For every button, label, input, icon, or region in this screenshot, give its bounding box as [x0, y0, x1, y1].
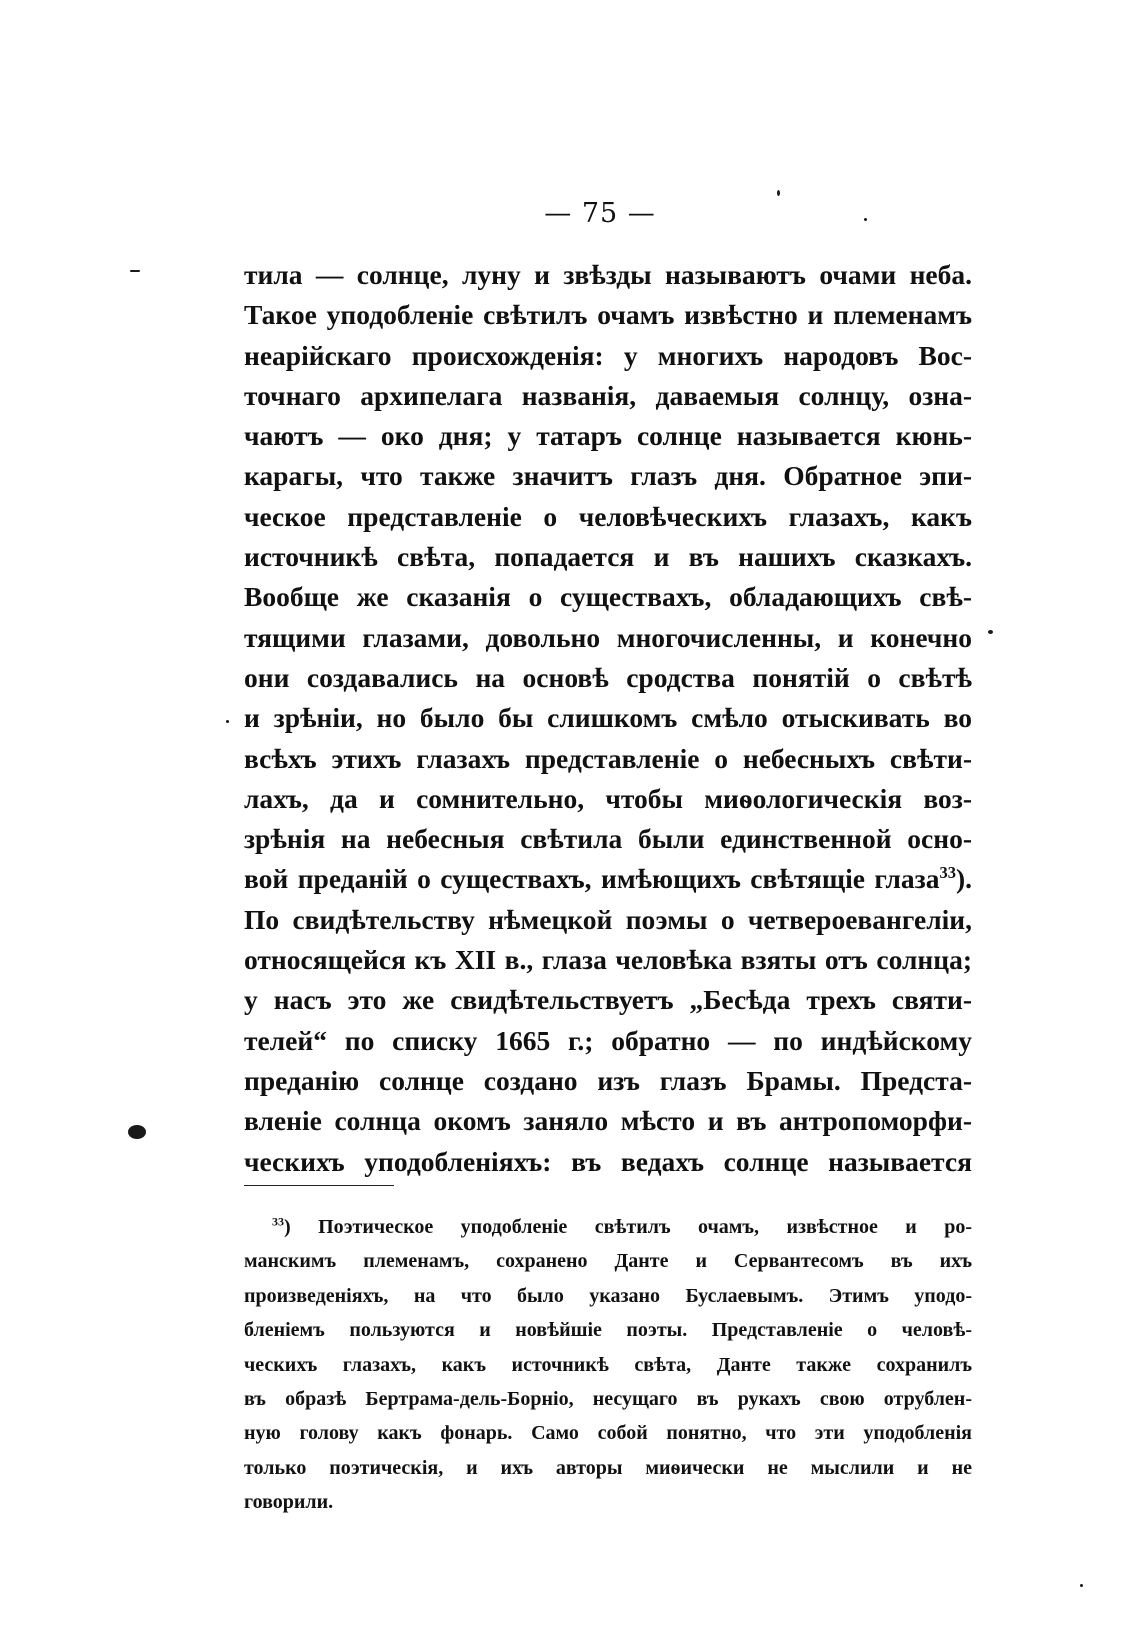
text-line: вленіе солнца окомъ заняло мѣсто и въ антропоморфи-	[244, 1105, 972, 1137]
ink-speck	[988, 630, 993, 634]
text-line: чаютъ — око дня; у татаръ солнце называется кюнь-	[244, 420, 972, 452]
footnote-line: бленіемъ пользуются и новѣйшіе поэты. Представленіе о человѣ-	[244, 1319, 972, 1342]
ink-speck	[130, 270, 140, 272]
footnote-reference[interactable]: 33	[939, 863, 956, 883]
footnote-line: только поэтическія, и ихъ авторы миѳически не мыслили и не	[244, 1456, 972, 1479]
text-line-with-footnote-ref	[244, 859, 972, 899]
text-line: лахъ, да и сомнительно, чтобы миѳологическія воз-	[244, 782, 972, 814]
text-line: источникѣ свѣта, попадается и въ нашихъ сказкахъ.	[244, 541, 972, 573]
footnote-line-with-marker	[244, 1210, 972, 1244]
text-line: По свидѣтельству нѣмецкой поэмы о четвероевангеліи,	[244, 903, 972, 935]
footnote-line: въ образѣ Бертрама-дель-Борніо, несущаго въ рукахъ свою отрублен-	[244, 1387, 972, 1410]
text-line: точнаго архипелага названія, даваемыя солнцу, озна-	[244, 379, 972, 411]
footnote	[244, 1210, 972, 1520]
text-line: тила — солнце, луну и звѣзды называютъ очами неба.	[244, 259, 972, 290]
ink-speck	[1080, 1584, 1083, 1587]
text-line: неарійскаго происхожденія: у многихъ народовъ Вос-	[244, 339, 972, 371]
footnote-reference-suffix: ).	[955, 863, 972, 895]
text-line: у насъ это же свидѣтельствуетъ „Бесѣда трехъ святи-	[244, 984, 972, 1016]
footnote-line: говорили.	[244, 1491, 334, 1514]
footnote-marker: 33	[272, 1214, 284, 1229]
footnote-separator	[244, 1185, 394, 1186]
text-line: и зрѣніи, но было бы слишкомъ смѣло отыскивать во	[244, 702, 972, 734]
ink-speck	[226, 720, 229, 723]
text-line: ческое представленіе о человѣческихъ глазахъ, какъ	[244, 500, 972, 532]
text-line: Вообще же сказанія о существахъ, обладающихъ свѣ-	[244, 581, 972, 613]
ink-speck	[777, 190, 780, 196]
footnote-marker-suffix: )	[284, 1216, 291, 1238]
footnote-line: ческихъ глазахъ, какъ источникѣ свѣта, Данте также сохранилъ	[244, 1353, 972, 1376]
main-text	[244, 255, 972, 1182]
text-line: всѣхъ этихъ глазахъ представленіе о небесныхъ свѣти-	[244, 742, 972, 774]
page-number: — 75 —	[544, 198, 656, 229]
text-line: ческихъ уподобленіяхъ: въ ведахъ солнце называется	[244, 1145, 972, 1177]
footnote-line-content: Поэтическое уподобленіе свѣтилъ очамъ, извѣстное и ро-	[318, 1216, 972, 1238]
text-line: зрѣнія на небесныя свѣтила были единственной осно-	[244, 823, 972, 855]
ink-speck	[864, 218, 867, 221]
ink-blot	[128, 1125, 146, 1139]
footnote-line: произведеніяхъ, на что было указано Буслаевымъ. Этимъ уподо-	[244, 1284, 972, 1307]
footnote-line: манскимъ племенамъ, сохранено Данте и Сервантесомъ въ ихъ	[244, 1250, 972, 1273]
text-line: относящейся къ XII в., глаза человѣка взяты отъ солнца;	[244, 944, 972, 976]
text-line: преданію солнце создано изъ глазъ Брамы. Предста-	[244, 1064, 972, 1096]
footnote-line: ную голову какъ фонарь. Само собой понятно, что эти уподобленія	[244, 1422, 972, 1445]
text-line: карагы, что также значитъ глазъ дня. Обратное эпи-	[244, 460, 972, 492]
text-line: они создавались на основѣ сродства понятій о свѣтѣ	[244, 661, 972, 693]
text-line: тящими глазами, довольно многочисленны, и конечно	[244, 621, 972, 653]
text-line-content: вой преданій о существахъ, имѣющихъ свѣтящіе глаза	[244, 863, 940, 895]
text-line: Такое уподобленіе свѣтилъ очамъ извѣстно и племенамъ	[244, 299, 972, 331]
text-line: телей“ по списку 1665 г.; обратно — по индѣйскому	[244, 1024, 972, 1056]
